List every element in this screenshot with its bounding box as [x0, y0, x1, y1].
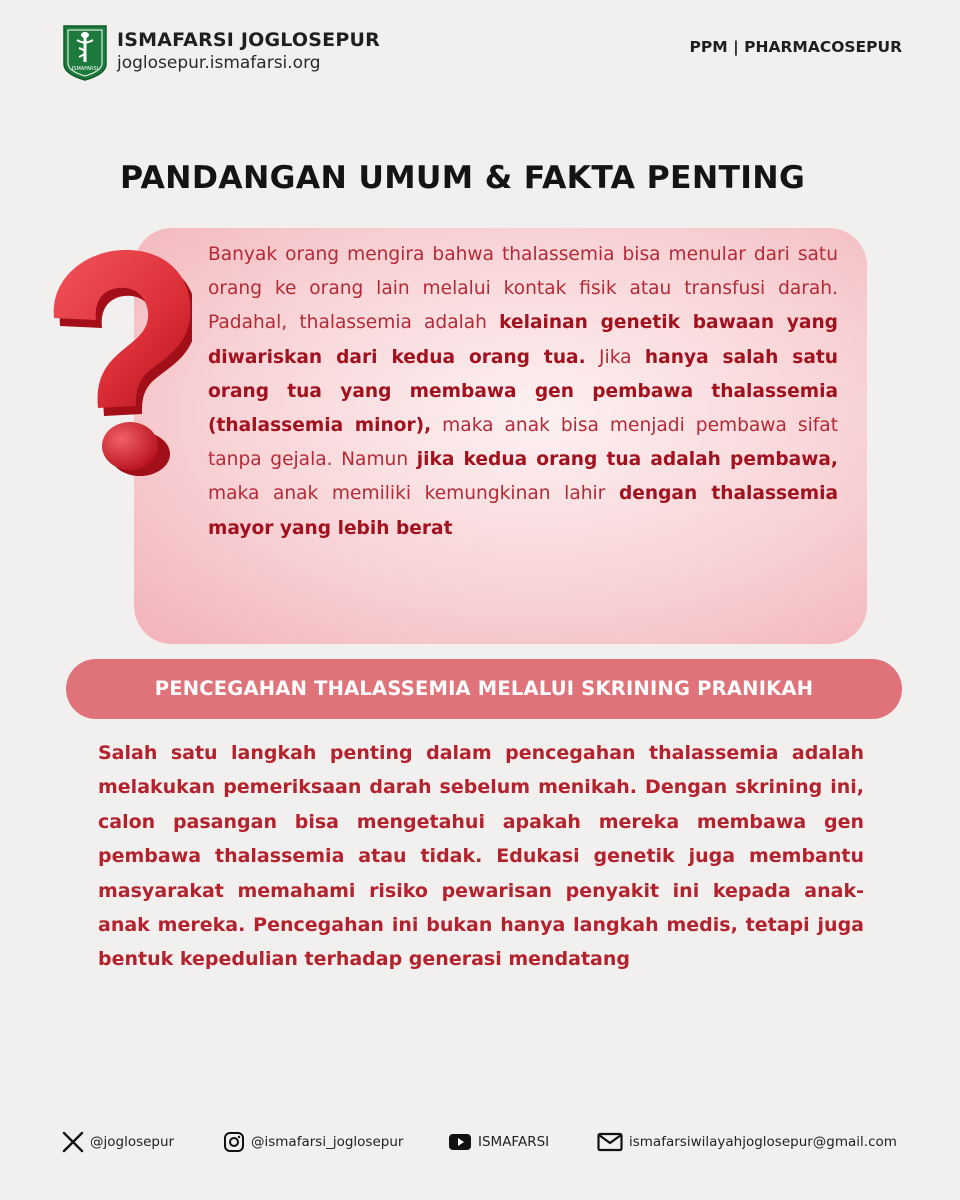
- header: [62, 24, 902, 84]
- fact-segment: maka anak bisa menjadi pembawa sifat tanpa gejala. Namun: [208, 415, 838, 471]
- fact-segment: Banyak orang mengira bahwa thalassemia bisa menular dari satu orang ke orang lain melalui kontak fisik atau transfusi darah. Padahal, thalassemia adalah: [208, 244, 838, 334]
- mail-icon: [597, 1132, 623, 1152]
- instagram-handle: @ismafarsi_joglosepur: [251, 1134, 404, 1150]
- x-handle: @joglosepur: [90, 1134, 175, 1150]
- section-title: PENCEGAHAN THALASSEMIA MELALUI SKRINING PRANIKAH: [154, 677, 814, 700]
- ismafarsi-logo: [62, 24, 108, 82]
- fact-segment-bold: dengan thalassemia mayor yang lebih berat: [208, 483, 838, 539]
- division-tagline: PPM | PHARMACOSEPUR: [689, 38, 902, 56]
- instagram-link[interactable]: [223, 1122, 403, 1162]
- email-address: ismafarsiwilayahjoglosepur@gmail.com: [629, 1134, 897, 1150]
- page-title: PANDANGAN UMUM & FAKTA PENTING: [120, 160, 806, 196]
- org-name: ISMAFARSI JOGLOSEPUR: [117, 29, 380, 51]
- fact-segment: maka anak memiliki kemungkinan lahir: [208, 483, 619, 505]
- youtube-link[interactable]: [448, 1122, 549, 1162]
- svg-text:ISMAFARSI: ISMAFARSI: [71, 66, 99, 72]
- instagram-icon: [223, 1131, 245, 1153]
- fact-segment-bold: kelainan genetik bawaan yang diwariskan dari kedua orang tua.: [208, 312, 838, 368]
- fact-card-text: [208, 238, 838, 546]
- footer: [0, 1122, 960, 1162]
- fact-segment-bold: jika kedua orang tua adalah pembawa,: [416, 449, 839, 471]
- x-icon: [62, 1131, 84, 1153]
- org-url[interactable]: joglosepur.ismafarsi.org: [117, 53, 321, 73]
- email-link[interactable]: [597, 1122, 897, 1162]
- fact-segment-bold: hanya salah satu orang tua yang membawa gen pembawa thalassemia (thalassemia minor),: [208, 346, 838, 437]
- youtube-channel: ISMAFARSI: [478, 1134, 550, 1150]
- section-body-text: Salah satu langkah penting dalam pencegahan thalassemia adalah melakukan pemeriksaan darah sebelum menikah. Dengan skrining ini, calon pasangan bisa mengetahui apakah mereka membawa gen pembawa thalassemia atau tidak. Edukasi genetik juga membantu masyarakat memahami risiko pewarisan penyakit ini kepada anak-anak mereka. Pencegahan ini bukan hanya langkah medis, tetapi juga bentuk kepedulian terhadap generasi mendatang: [98, 742, 864, 971]
- x-link[interactable]: [62, 1122, 174, 1162]
- fact-segment: Jika: [585, 346, 645, 368]
- youtube-icon: [448, 1133, 472, 1151]
- question-mark-icon: [32, 236, 192, 481]
